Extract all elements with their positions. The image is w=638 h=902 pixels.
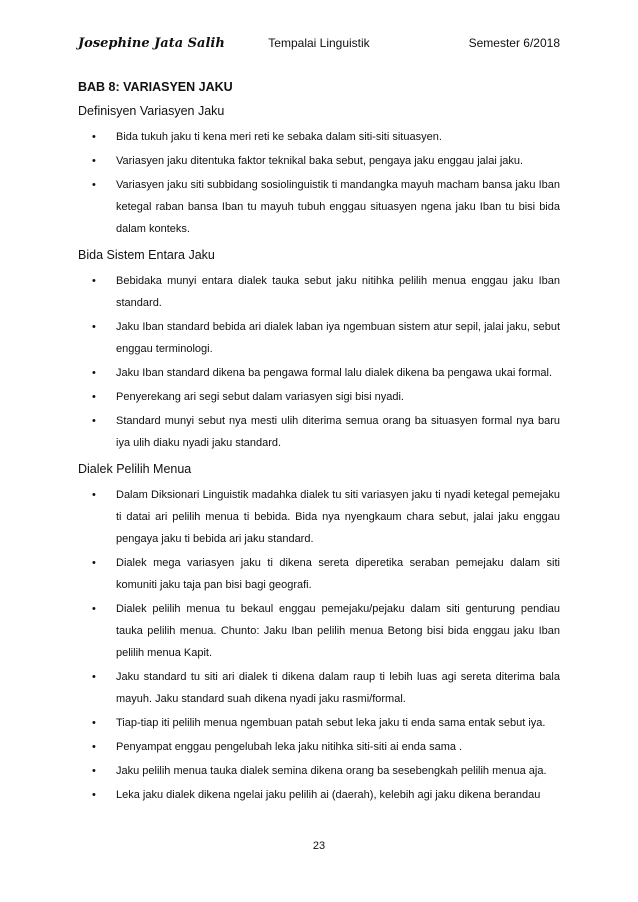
chapter-title: BAB 8: VARIASYEN JAKU xyxy=(78,80,233,94)
list-item-text: Jaku Iban standard dikena ba pengawa formal lalu dialek dikena ba pengawa ukai formal. xyxy=(116,367,553,379)
bullet-icon: • xyxy=(92,489,96,501)
bullet-icon: • xyxy=(92,179,96,191)
list-item-text: Jaku pelilih menua tauka dialek semina dikena orang ba sesebengkah pelilih menua aja. xyxy=(116,765,547,777)
bullet-icon: • xyxy=(92,275,96,287)
list-item xyxy=(78,552,560,596)
bullet-icon: • xyxy=(92,155,96,167)
list-item-text: Standard munyi sebut nya mesti ulih diterima semua orang ba situasyen formal nya baru iya ulih diaku nyadi jaku standard. xyxy=(116,415,560,449)
section-dialek xyxy=(78,462,560,806)
list-item xyxy=(78,712,560,734)
list-item-text: Bebidaka munyi entara dialek tauka sebut jaku nitihka pelilih menua enggau jaku Iban standard. xyxy=(116,275,560,309)
page-content xyxy=(78,80,560,814)
list-item xyxy=(78,736,560,758)
bullet-list xyxy=(78,270,560,454)
bullet-icon: • xyxy=(92,717,96,729)
bullet-icon: • xyxy=(92,789,96,801)
bullet-icon: • xyxy=(92,557,96,569)
bullet-icon: • xyxy=(92,131,96,143)
list-item xyxy=(78,150,560,172)
list-item xyxy=(78,174,560,240)
list-item-text: Penyampat enggau pengelubah leka jaku nitihka siti-siti ai enda sama . xyxy=(116,741,463,753)
list-item xyxy=(78,410,560,454)
list-item-text: Variasyen jaku siti subbidang sosiolinguistik ti mandangka mayuh macham bansa jaku Iban ketegal raban bansa Iban tu mayuh tubuh enggau situasyen ngena jaku Iban tu bisi bida dalam konteks. xyxy=(116,179,560,235)
list-item xyxy=(78,760,560,782)
bullet-icon: • xyxy=(92,765,96,777)
bullet-icon: • xyxy=(92,741,96,753)
bullet-icon: • xyxy=(92,321,96,333)
list-item xyxy=(78,784,560,806)
list-item-text: Jaku standard tu siti ari dialek ti dikena dalam raup ti lebih luas agi sereta diterima bala mayuh. Jaku standard suah dikena nyadi jaku rasmi/formal. xyxy=(116,671,560,705)
list-item-text: Dialek mega variasyen jaku ti dikena sereta diperetika seraban pemejaku dalam siti komuniti jaku taja pan bisi bagi geografi. xyxy=(116,557,560,591)
list-item xyxy=(78,362,560,384)
list-item xyxy=(78,270,560,314)
list-item-text: Variasyen jaku ditentuka faktor teknikal baka sebut, pengaya jaku enggau jalai jaku. xyxy=(116,155,524,167)
bullet-icon: • xyxy=(92,671,96,683)
list-item xyxy=(78,598,560,664)
list-item xyxy=(78,484,560,550)
list-item xyxy=(78,386,560,408)
page-header xyxy=(78,36,560,56)
bullet-icon: • xyxy=(92,415,96,427)
list-item xyxy=(78,316,560,360)
list-item-text: Dalam Diksionari Linguistik madahka dialek tu siti variasyen jaku ti nyadi ketegal pemejaku ti datai ari pelilih menua ti bebida. Bida nya nyengkaum chara sebut, jalai jaku enggau pengaya jaku ti bebida ari jaku standard. xyxy=(116,489,560,545)
list-item xyxy=(78,666,560,710)
bullet-icon: • xyxy=(92,391,96,403)
header-author: Josephine Jata Salih xyxy=(78,36,225,51)
list-item-text: Penyerekang ari segi sebut dalam variasyen sigi bisi nyadi. xyxy=(116,391,404,403)
section-heading: Definisyen Variasyen Jaku xyxy=(78,104,225,118)
list-item-text: Leka jaku dialek dikena ngelai jaku pelilih ai (daerah), kelebih agi jaku dikena berandau xyxy=(116,789,541,801)
list-item-text: Jaku Iban standard bebida ari dialek laban iya ngembuan sistem atur sepil, jalai jaku, sebut enggau terminologi. xyxy=(116,321,560,355)
list-item-text: Bida tukuh jaku ti kena meri reti ke sebaka dalam siti-siti situasyen. xyxy=(116,131,442,143)
header-semester: Semester 6/2018 xyxy=(468,36,560,50)
bullet-icon: • xyxy=(92,603,96,615)
header-title: Tempalai Linguistik xyxy=(268,36,370,50)
section-definisyen xyxy=(78,104,560,240)
list-item-text: Tiap-tiap iti pelilih menua ngembuan patah sebut leka jaku ti enda sama entak sebut iya. xyxy=(116,717,546,729)
bullet-list xyxy=(78,484,560,806)
list-item xyxy=(78,126,560,148)
bullet-icon: • xyxy=(92,367,96,379)
section-heading: Bida Sistem Entara Jaku xyxy=(78,248,215,262)
list-item-text: Dialek pelilih menua tu bekaul enggau pemejaku/pejaku dalam siti genturung pendiau tauka pelilih menua. Chunto: Jaku Iban pelilih menua Betong bisi bida enggau jaku Iban pelilih menua Kapit. xyxy=(116,603,560,659)
page-number: 23 xyxy=(312,840,326,852)
section-heading: Dialek Pelilih Menua xyxy=(78,462,192,476)
bullet-list xyxy=(78,126,560,240)
section-bida-sistem xyxy=(78,248,560,454)
